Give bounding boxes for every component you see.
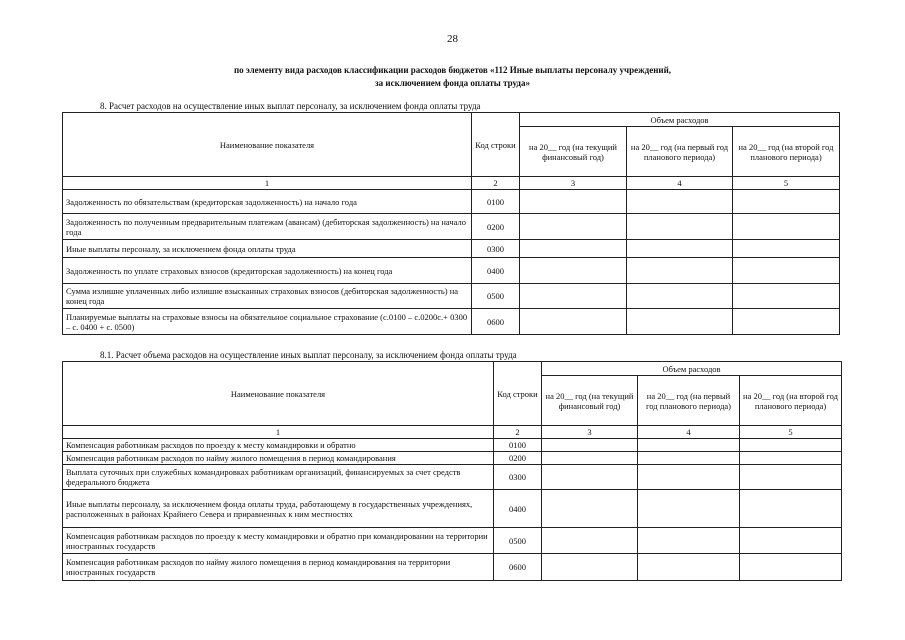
value-cell <box>520 284 627 309</box>
value-cell <box>733 284 840 309</box>
table-row <box>63 309 840 335</box>
row-name: Иные выплаты персоналу, за исключением фонда оплаты труда, работающему в государственных учреждениях, расположенных в районах Крайнего Севера и приравненных к ним местностях <box>63 490 494 528</box>
value-cell <box>542 465 638 490</box>
table-row <box>63 465 842 490</box>
value-cell <box>740 452 842 465</box>
header-volume: Объем расходов <box>542 362 842 376</box>
row-code: 0200 <box>472 214 520 240</box>
row-name: Планируемые выплаты на страховые взносы на обязательное социальное страхование (с.0100 – с.0200с.+ 0300 – с. 0400 + с. 0500) <box>63 309 472 335</box>
header-name: Наименование показателя <box>63 113 472 177</box>
table-section-8-1 <box>62 361 842 581</box>
value-cell <box>733 309 840 335</box>
value-cell <box>638 465 740 490</box>
value-cell <box>542 490 638 528</box>
value-cell <box>733 190 840 214</box>
row-code: 0500 <box>494 528 542 554</box>
page-number: 28 <box>447 33 458 45</box>
value-cell <box>520 240 627 258</box>
value-cell <box>520 258 627 284</box>
column-number: 1 <box>63 177 472 190</box>
row-name: Выплата суточных при служебных командировках работникам организаций, финансируемых за счет средств федерального бюджета <box>63 465 494 490</box>
row-name: Иные выплаты персоналу, за исключением фонда оплаты труда <box>63 240 472 258</box>
value-cell <box>740 554 842 581</box>
column-number-row <box>63 177 840 190</box>
value-cell <box>638 490 740 528</box>
header-volume: Объем расходов <box>520 113 840 127</box>
header-year-2: на 20__ год (на первый год планового периода) <box>638 376 740 426</box>
column-number: 2 <box>494 426 542 439</box>
column-number: 2 <box>472 177 520 190</box>
header-year-3: на 20__ год (на второй год планового периода) <box>740 376 842 426</box>
heading-line-2: за исключением фонда оплаты труда» <box>375 78 530 88</box>
column-number: 4 <box>638 426 740 439</box>
row-code: 0600 <box>494 554 542 581</box>
header-year-1: на 20__ год (на текущий финансовый год) <box>542 376 638 426</box>
column-number: 3 <box>542 426 638 439</box>
row-code: 0400 <box>494 490 542 528</box>
value-cell <box>627 190 733 214</box>
column-number: 5 <box>733 177 840 190</box>
row-code: 0300 <box>472 240 520 258</box>
value-cell <box>520 309 627 335</box>
column-number: 1 <box>63 426 494 439</box>
table-row <box>63 554 842 581</box>
section-8-1-title: 8.1. Расчет объема расходов на осуществление иных выплат персоналу, за исключением фонда оплаты труда <box>100 350 517 360</box>
section-8-title: 8. Расчет расходов на осуществление иных выплат персоналу, за исключением фонда оплаты труда <box>100 101 481 111</box>
heading-line-1: по элементу вида расходов классификации расходов бюджетов «112 Иные выплаты персоналу учреждений, <box>233 65 672 75</box>
document-heading <box>150 64 755 90</box>
column-number: 5 <box>740 426 842 439</box>
row-code: 0200 <box>494 452 542 465</box>
column-number-row <box>63 426 842 439</box>
header-code: Код строки <box>494 362 542 426</box>
row-name: Компенсация работникам расходов по проезду к месту командировки и обратно при командировании на территории иностранных государств <box>63 528 494 554</box>
value-cell <box>627 284 733 309</box>
row-code: 0100 <box>472 190 520 214</box>
row-code: 0100 <box>494 439 542 452</box>
table-row <box>63 258 840 284</box>
value-cell <box>638 528 740 554</box>
value-cell <box>542 452 638 465</box>
value-cell <box>542 554 638 581</box>
header-code: Код строки <box>472 113 520 177</box>
value-cell <box>520 214 627 240</box>
value-cell <box>740 465 842 490</box>
value-cell <box>638 439 740 452</box>
table-row <box>63 240 840 258</box>
row-name: Компенсация работникам расходов по проезду к месту командировки и обратно <box>63 439 494 452</box>
header-year-3: на 20__ год (на второй год планового периода) <box>733 127 840 177</box>
table-row <box>63 214 840 240</box>
value-cell <box>740 490 842 528</box>
value-cell <box>733 258 840 284</box>
row-code: 0500 <box>472 284 520 309</box>
row-name: Задолженность по уплате страховых взносов (кредиторская задолженность) на конец года <box>63 258 472 284</box>
row-name: Задолженность по обязательствам (кредиторская задолженность) на начало года <box>63 190 472 214</box>
table-row <box>63 452 842 465</box>
value-cell <box>740 439 842 452</box>
value-cell <box>542 528 638 554</box>
row-name: Задолженность по полученным предварительным платежам (авансам) (дебиторская задолженность) на начало года <box>63 214 472 240</box>
value-cell <box>638 452 740 465</box>
row-name: Компенсация работникам расходов по найму жилого помещения в период командирования на территории иностранных государств <box>63 554 494 581</box>
table-row <box>63 439 842 452</box>
value-cell <box>627 258 733 284</box>
table-row <box>63 190 840 214</box>
table-section-8 <box>62 112 840 335</box>
table-row <box>63 490 842 528</box>
row-name: Сумма излишне уплаченных либо излишне взысканных страховых взносов (дебиторская задолженность) на конец года <box>63 284 472 309</box>
header-year-2: на 20__ год (на первый год планового периода) <box>627 127 733 177</box>
value-cell <box>638 554 740 581</box>
value-cell <box>542 439 638 452</box>
value-cell <box>733 214 840 240</box>
row-code: 0400 <box>472 258 520 284</box>
header-name: Наименование показателя <box>63 362 494 426</box>
value-cell <box>627 214 733 240</box>
column-number: 4 <box>627 177 733 190</box>
table-row <box>63 284 840 309</box>
header-year-1: на 20__ год (на текущий финансовый год) <box>520 127 627 177</box>
row-code: 0300 <box>494 465 542 490</box>
row-code: 0600 <box>472 309 520 335</box>
value-cell <box>627 309 733 335</box>
row-name: Компенсация работникам расходов по найму жилого помещения в период командирования <box>63 452 494 465</box>
value-cell <box>627 240 733 258</box>
value-cell <box>520 190 627 214</box>
value-cell <box>740 528 842 554</box>
column-number: 3 <box>520 177 627 190</box>
table-row <box>63 528 842 554</box>
value-cell <box>733 240 840 258</box>
